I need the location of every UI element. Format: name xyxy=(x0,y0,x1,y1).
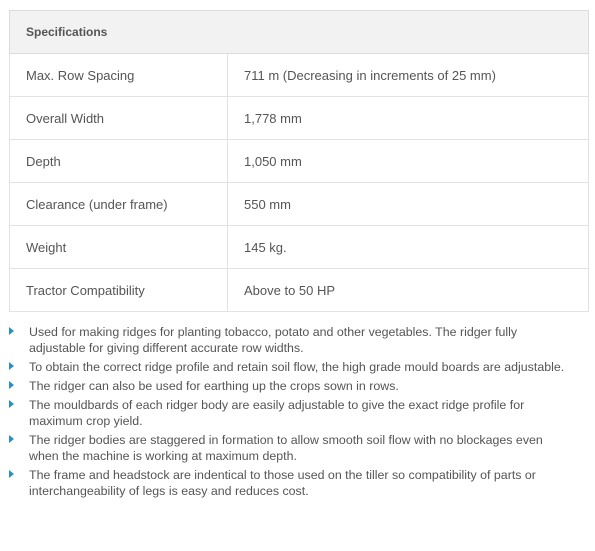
feature-text: To obtain the correct ridge profile and retain soil flow, the high grade mould boards are adjustable. xyxy=(29,360,565,374)
features-list xyxy=(9,324,569,502)
spec-label: Clearance (under frame) xyxy=(10,183,228,226)
table-row xyxy=(10,226,589,269)
feature-text: The mouldbards of each ridger body are easily adjustable to give the exact ridge profile for maximum crop yield. xyxy=(29,398,525,428)
triangle-bullet-icon xyxy=(9,470,14,478)
list-item xyxy=(9,397,569,429)
spec-value: Above to 50 HP xyxy=(228,269,589,312)
spec-value: 1,778 mm xyxy=(228,97,589,140)
table-row xyxy=(10,140,589,183)
triangle-bullet-icon xyxy=(9,400,14,408)
spec-value: 550 mm xyxy=(228,183,589,226)
list-item xyxy=(9,359,569,375)
spec-label: Weight xyxy=(10,226,228,269)
feature-text: Used for making ridges for planting tobacco, potato and other vegetables. The ridger fully adjustable for giving different accurate row widths. xyxy=(29,325,518,355)
triangle-bullet-icon xyxy=(9,381,14,389)
table-row xyxy=(10,97,589,140)
feature-text: The ridger can also be used for earthing up the crops sown in rows. xyxy=(29,379,399,393)
spec-label: Overall Width xyxy=(10,97,228,140)
spec-label: Depth xyxy=(10,140,228,183)
table-header-row xyxy=(10,11,589,54)
specifications-table xyxy=(9,10,589,312)
list-item xyxy=(9,378,569,394)
triangle-bullet-icon xyxy=(9,435,14,443)
list-item xyxy=(9,324,569,356)
spec-value: 1,050 mm xyxy=(228,140,589,183)
table-row xyxy=(10,54,589,97)
spec-label: Tractor Compatibility xyxy=(10,269,228,312)
list-item xyxy=(9,467,569,499)
table-row xyxy=(10,269,589,312)
spec-value: 145 kg. xyxy=(228,226,589,269)
feature-text: The frame and headstock are indentical to those used on the tiller so compatibility of parts or interchangeability of legs is easy and reduces cost. xyxy=(29,468,536,498)
spec-value: 711 m (Decreasing in increments of 25 mm) xyxy=(228,54,589,97)
table-row xyxy=(10,183,589,226)
table-header: Specifications xyxy=(10,11,589,54)
triangle-bullet-icon xyxy=(9,327,14,335)
feature-text: The ridger bodies are staggered in formation to allow smooth soil flow with no blockages even when the machine is working at maximum depth. xyxy=(29,433,543,463)
spec-label: Max. Row Spacing xyxy=(10,54,228,97)
triangle-bullet-icon xyxy=(9,362,14,370)
list-item xyxy=(9,432,569,464)
